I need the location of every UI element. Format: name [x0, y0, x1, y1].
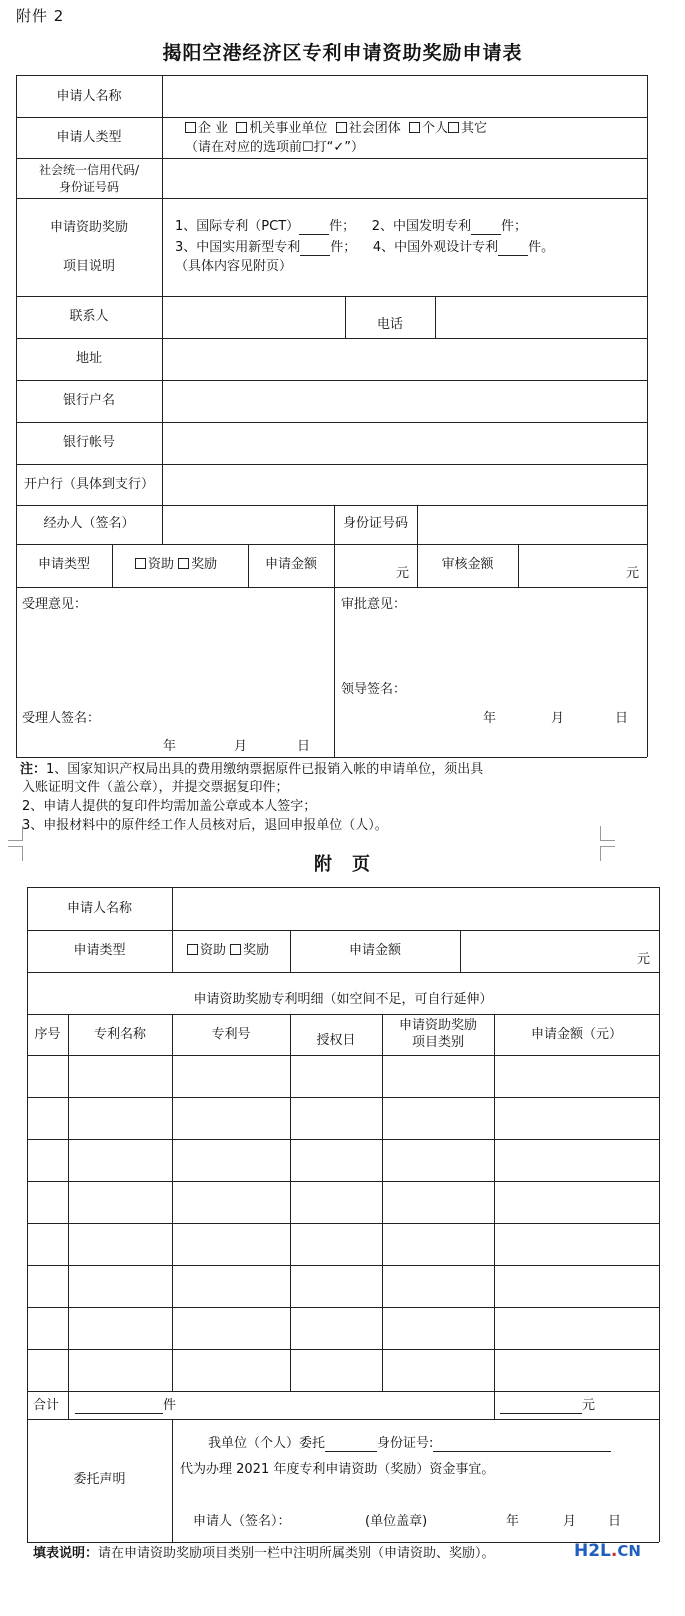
bank-account-no-label: 银行帐号 [62, 435, 115, 450]
bank-account-name-label: 银行户名 [62, 393, 115, 408]
column-header-category-1: 申请资助奖励 [398, 1018, 477, 1033]
total-amount: 元 [500, 1398, 595, 1414]
total-label: 合计 [33, 1398, 60, 1413]
appendix-title: 附 页 [314, 854, 371, 875]
audit-amount-label: 审核金额 [441, 557, 494, 572]
month-label: 月 [234, 739, 248, 754]
approve-opinion-label: 审批意见： [341, 597, 407, 612]
id-number-label: 身份证号码 [342, 516, 408, 531]
column-header-grant-date: 授权日 [316, 1033, 356, 1048]
site-logo: H2L.CN [574, 1541, 641, 1561]
applicant-type-options[interactable]: 企 业 机关事业单位 社会团体 个人 其它 [185, 121, 487, 137]
entrust-label: 委托声明 [73, 1472, 126, 1487]
checkbox-icon[interactable] [185, 122, 196, 133]
apply-type-options[interactable]: 资助 奖励 [135, 557, 217, 573]
form-title: 揭阳空港经济区专利申请资助奖励申请表 [162, 42, 523, 64]
project-line-2: 3、中国实用新型专利 件； 4、中国外观设计专利 件。 [175, 240, 555, 255]
appendix-apply-type-options[interactable]: 资助 奖励 [187, 943, 269, 959]
column-header-patent-no: 专利号 [211, 1027, 251, 1042]
attachment-label: 附件 2 [16, 7, 65, 25]
handler-label: 经办人（签名） [43, 516, 135, 531]
project-label-2: 项目说明 [62, 259, 115, 274]
applicant-sign-label: 申请人（签名）： [193, 1514, 291, 1529]
leader-sign-label: 领导签名： [341, 682, 407, 697]
credit-code-label-2: 身份证号码 [58, 180, 119, 194]
contact-label: 联系人 [69, 309, 109, 324]
address-label: 地址 [75, 351, 102, 366]
unit-seal-label: (单位盖章) [365, 1514, 428, 1529]
phone-label: 电话 [376, 317, 403, 332]
checkbox-icon[interactable] [230, 944, 241, 955]
detail-title: 申请资助奖励专利明细（如空间不足，可自行延伸） [193, 992, 493, 1007]
note-line-3: 3、申报材料中的原件经工作人员核对后，退回申报单位（人）。 [22, 818, 388, 833]
year-label: 年 [483, 711, 497, 726]
checkbox-icon[interactable] [336, 122, 347, 133]
column-header-category-2: 项目类别 [411, 1035, 464, 1050]
fill-note: 填表说明：请在申请资助奖励项目类别一栏中注明所属类别（申请资助、奖励）。 [33, 1546, 495, 1561]
appendix-applicant-name-label: 申请人名称 [66, 901, 132, 916]
column-header-amount: 申请金额（元） [530, 1027, 622, 1042]
applicant-type-label: 申请人类型 [56, 130, 122, 145]
apply-amount-label: 申请金额 [264, 557, 317, 572]
project-label-1: 申请资助奖励 [49, 220, 128, 235]
column-header-patent-name: 专利名称 [93, 1027, 146, 1042]
checkbox-icon[interactable] [236, 122, 247, 133]
checkbox-icon[interactable] [178, 558, 189, 569]
total-pieces: 件 [75, 1398, 176, 1414]
yuan-unit: 元 [396, 566, 410, 581]
credit-code-label-1: 社会统一信用代码/ [38, 163, 140, 177]
appendix-apply-type-label: 申请类型 [73, 943, 126, 958]
project-line-1: 1、国际专利（PCT） 件； 2、中国发明专利 件； [175, 219, 527, 234]
yuan-unit: 元 [637, 952, 651, 967]
checkbox-icon[interactable] [187, 944, 198, 955]
appendix-apply-amount-label: 申请金额 [348, 943, 401, 958]
note-line-1: 注：1、国家知识产权局出具的费用缴纳票据原件已报销入帐的申请单位，须出具 [20, 762, 484, 777]
entrust-line-2: 代为办理 2021 年度专利申请资助（奖励）资金事宜。 [180, 1462, 495, 1477]
note-line-1b: 入账证明文件（盖公章），并提交票据复印件； [22, 780, 289, 795]
month-label: 月 [563, 1514, 577, 1529]
bank-branch-label: 开户行（具体到支行） [23, 477, 154, 492]
yuan-unit: 元 [626, 566, 640, 581]
checkbox-icon[interactable] [409, 122, 420, 133]
month-label: 月 [551, 711, 565, 726]
day-label: 日 [615, 711, 629, 726]
page-corner-mark [8, 826, 23, 841]
year-label: 年 [163, 739, 177, 754]
type-hint: （请在对应的选项前☐打“✓”） [185, 140, 365, 155]
day-label: 日 [608, 1514, 622, 1529]
accept-opinion-label: 受理意见： [22, 597, 88, 612]
checkbox-icon[interactable] [135, 558, 146, 569]
applicant-name-label: 申请人名称 [56, 89, 122, 104]
acceptor-sign-label: 受理人签名： [22, 711, 101, 726]
apply-type-label: 申请类型 [37, 557, 90, 572]
column-header-serial: 序号 [34, 1027, 61, 1042]
note-line-2: 2、申请人提供的复印件均需加盖公章或本人签字； [22, 799, 317, 814]
entrust-line-1: 我单位（个人）委托 身份证号: [208, 1436, 611, 1452]
day-label: 日 [297, 739, 311, 754]
checkbox-icon[interactable] [448, 122, 459, 133]
project-line-3: （具体内容见附页） [175, 259, 293, 274]
page-corner-mark [600, 826, 615, 841]
year-label: 年 [506, 1514, 520, 1529]
